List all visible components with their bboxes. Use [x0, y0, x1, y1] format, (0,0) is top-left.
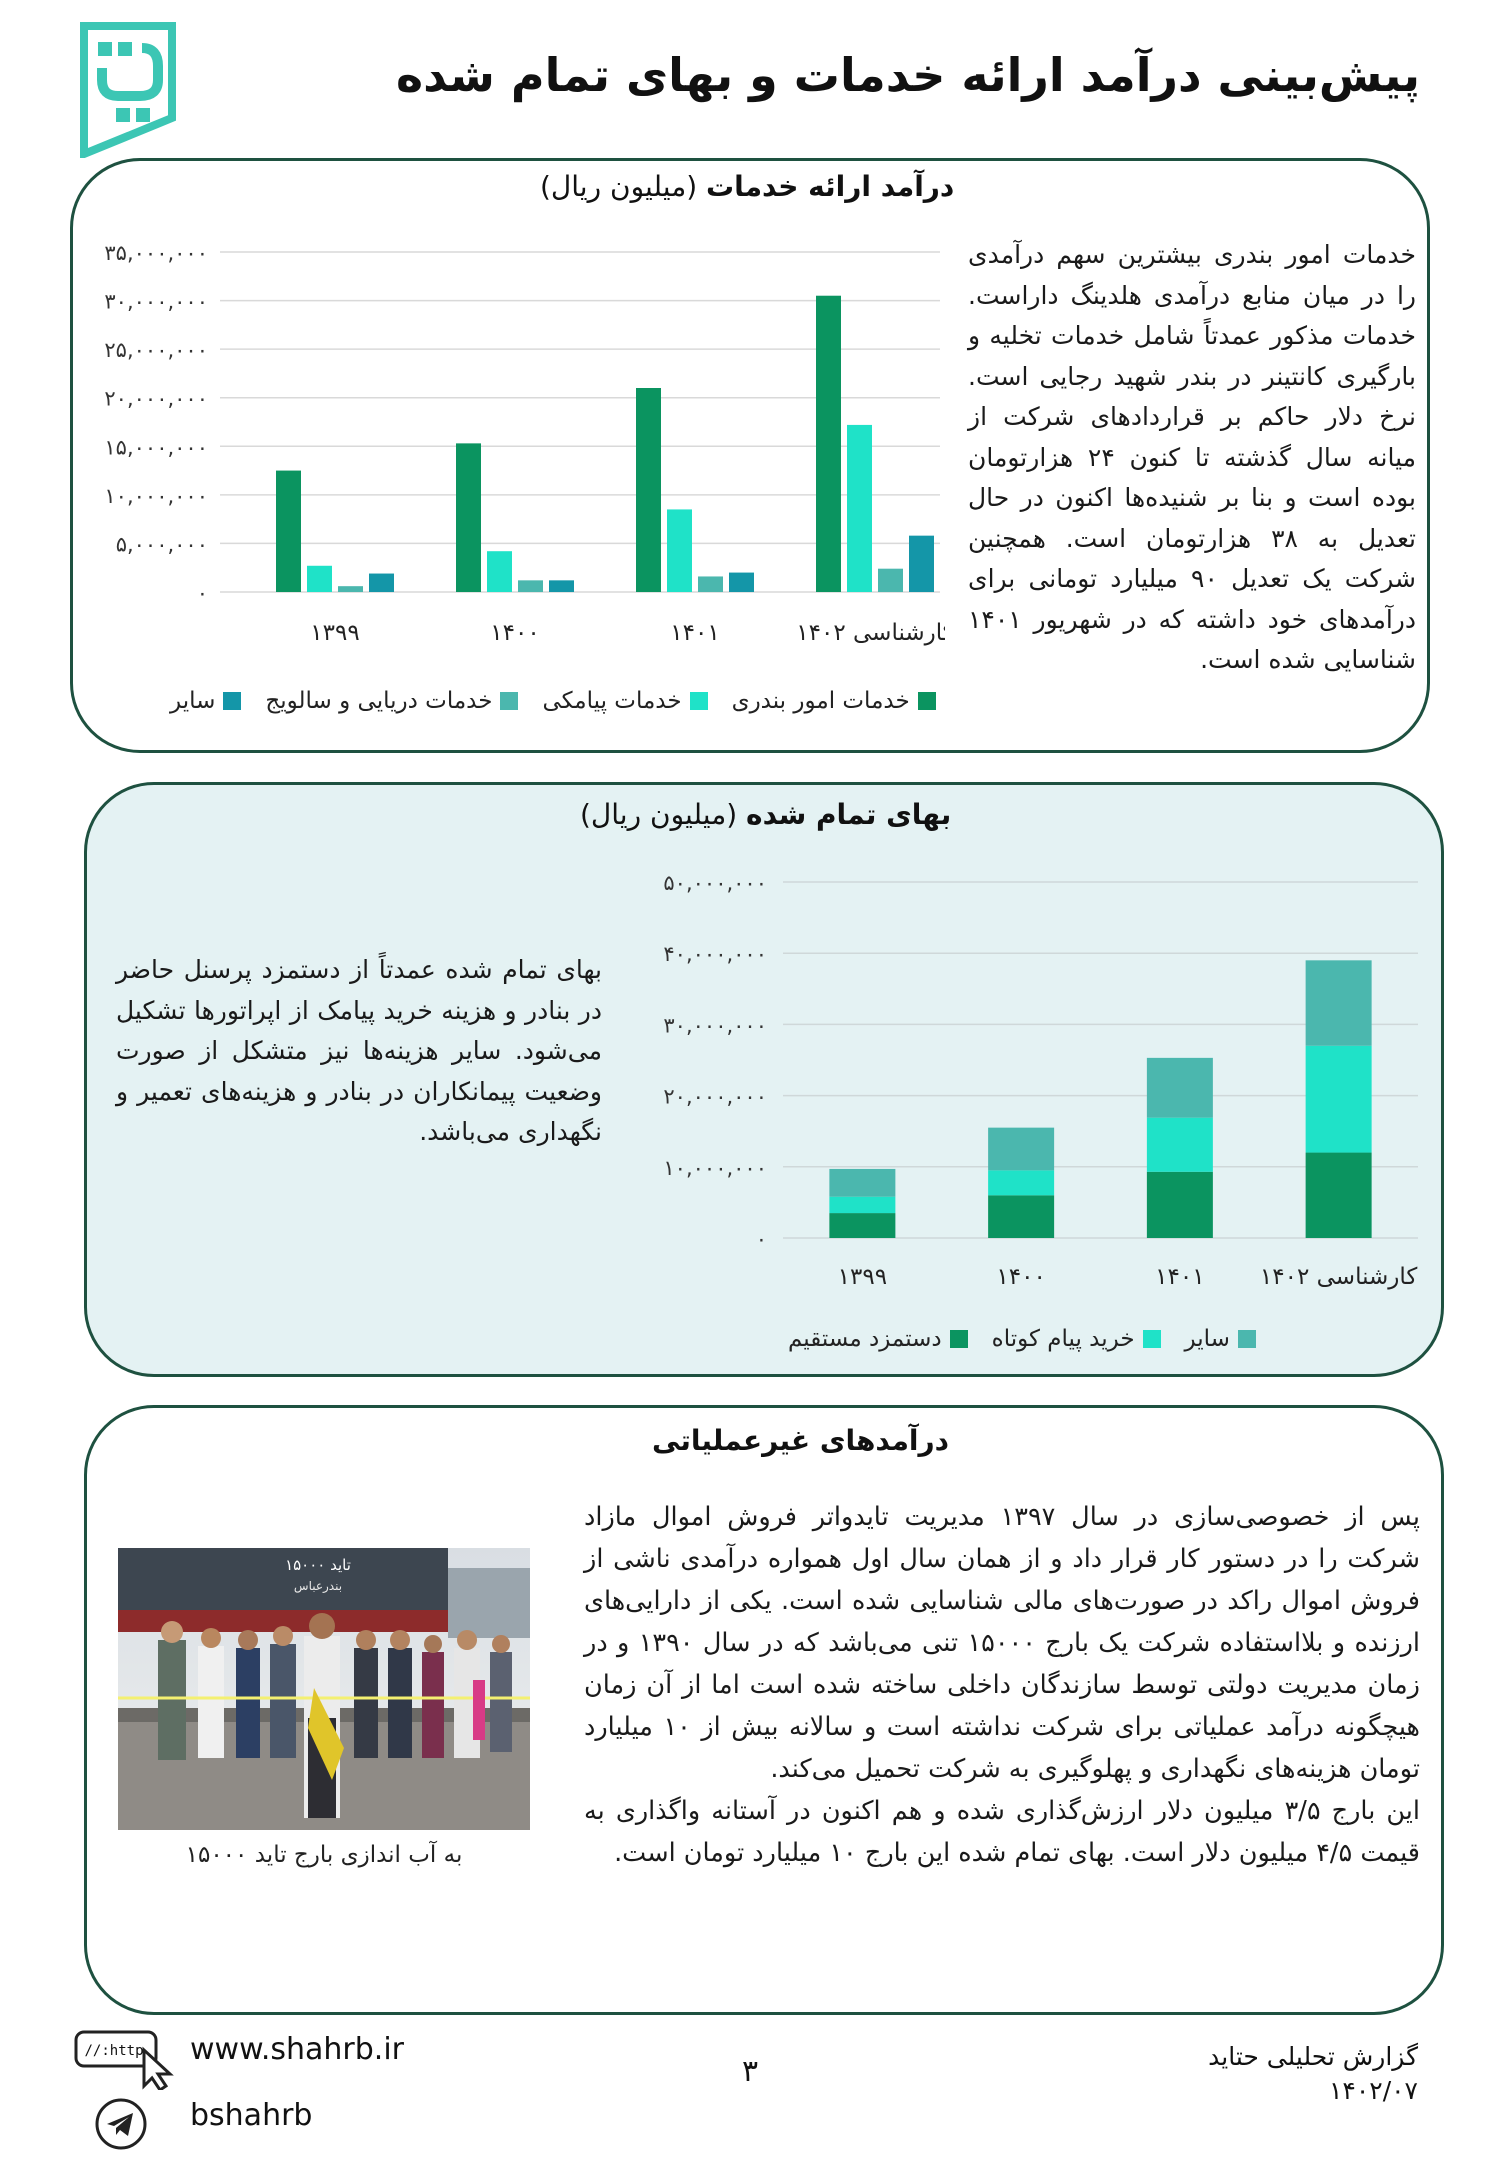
stacked-bar-segment — [1306, 960, 1372, 1045]
revenue-paragraph: خدمات امور بندری بیشترین سهم درآمدی را در میان منابع درآمدی هلدینگ داراست. خدمات مذکور عمدتاً شامل خدمات تخلیه و بارگیری کانتینر در بندر شهید رجایی است. نرخ دلار حاکم بر قراردادهای شرکت از میانه سال گذشته تا کنون ۲۴ هزارتومان بوده است و بنا بر شنیده‌ها اکنون در حال تعدیل به ۳۸ هزارتومان است. همچنین شرکت یک تعدیل ۹۰ میلیارد تومانی برای درآمدهای خود داشته که در شهریور ۱۴۰۱ شناسایی شده است. — [968, 240, 1417, 674]
stacked-bar-segment — [1147, 1058, 1213, 1118]
bar — [369, 574, 394, 592]
stacked-bar-segment — [829, 1197, 895, 1213]
footer-report-info — [1208, 2040, 1418, 2108]
legend-item-other: سایر — [1185, 1326, 1256, 1352]
x-tick-label: ۱۳۹۹ — [310, 620, 360, 646]
bar — [878, 569, 903, 592]
stacked-bar-segment — [988, 1128, 1054, 1171]
y-tick-label: ۳۵,۰۰۰,۰۰۰ — [104, 241, 208, 265]
y-tick-label: ۲۰,۰۰۰,۰۰۰ — [663, 1084, 767, 1109]
x-tick-label: ۱۳۹۹ — [837, 1264, 888, 1290]
stacked-bar-segment — [829, 1169, 895, 1197]
nonop-paragraph-1: پس از خصوصی‌سازی در سال ۱۳۹۷ مدیریت تایدواتر فروش اموال مازاد شرکت را در دستور کار قرار داد و از همان سال اول همواره درآمدی ناشی از فروش اموال راکد در صورت‌های مالی شناسایی شده است. یکی از دارایی‌های ارزنده و بلااستفاده شرکت یک بارج ۱۵۰۰۰ تنی می‌باشد که در سال ۱۳۹۰ و در زمان مدیریت دولتی توسط سازندگان داخلی ساخته شده است اما از آن زمان هیچگونه درآمد عملیاتی برای شرکت نداشته است و سالانه بیش از ۱۰ میلیارد تومان هزینه‌های نگهداری و پهلوگیری به شرکت تحمیل می‌کند. — [584, 1502, 1420, 1784]
revenue-chart-svg — [95, 232, 945, 672]
bar — [487, 551, 512, 592]
x-tick-label: ۱۴۰۰ — [490, 620, 540, 646]
x-tick-label: کارشناسی ۱۴۰۲ — [796, 620, 945, 646]
y-tick-label: ۲۰,۰۰۰,۰۰۰ — [104, 386, 208, 411]
legend-item-port: خدمات امور بندری — [732, 688, 936, 714]
y-tick-label: ۳۰,۰۰۰,۰۰۰ — [663, 1013, 767, 1038]
y-tick-label: ۲۵,۰۰۰,۰۰۰ — [104, 338, 208, 363]
cost-chart-svg — [618, 862, 1418, 1302]
page-number: ۳ — [741, 2054, 759, 2089]
bar — [518, 580, 543, 592]
y-tick-label: ۳۰,۰۰۰,۰۰۰ — [104, 289, 208, 314]
legend-swatch — [223, 692, 241, 710]
legend-swatch — [918, 692, 936, 710]
bar — [816, 296, 841, 592]
y-tick-label: ۵۰,۰۰۰,۰۰۰ — [663, 871, 767, 895]
y-tick-label: ۱۵,۰۰۰,۰۰۰ — [104, 435, 208, 460]
y-tick-label: ۴۰,۰۰۰,۰۰۰ — [663, 942, 767, 967]
revenue-chart-title — [540, 170, 954, 203]
legend-item-direct-wage: دستمزد مستقیم — [788, 1326, 968, 1352]
website-link[interactable]: www.shahrb.ir — [190, 2032, 405, 2067]
cost-title-bold: بهای تمام شده — [746, 798, 952, 831]
revenue-chart — [95, 232, 945, 672]
stacked-bar-segment — [988, 1195, 1054, 1238]
x-tick-label: ۱۴۰۱ — [1155, 1264, 1205, 1290]
bar — [307, 566, 332, 592]
cost-legend — [764, 1326, 1256, 1352]
barge-launch-photo — [118, 1548, 530, 1830]
bar — [667, 509, 692, 592]
legend-swatch — [1238, 1330, 1256, 1348]
bar — [276, 471, 301, 592]
stacked-bar-segment — [829, 1213, 895, 1238]
telegram-icon — [95, 2098, 147, 2150]
photo-sign-main: تاید ۱۵۰۰۰ — [285, 1556, 351, 1574]
bar — [338, 586, 363, 592]
photo-sign-sub: بندرعباس — [293, 1579, 343, 1593]
http-link-icon — [74, 2030, 176, 2090]
stacked-bar-segment — [1147, 1118, 1213, 1172]
x-tick-label: کارشناسی ۱۴۰۲ — [1259, 1264, 1418, 1290]
x-tick-label: ۱۴۰۰ — [996, 1264, 1046, 1290]
bar — [549, 580, 574, 592]
cost-paragraph: بهای تمام شده عمدتاً از دستمزد پرسنل حاضر در بنادر و هزینه خرید پیامک از اپراتورها تشکیل می‌شود. سایر هزینه‌ها نیز متشکل از صورت وضعیت پیمانکاران در بنادر و هزینه‌های تعمیر و نگهداری می‌باشد. — [116, 955, 602, 1146]
y-tick-label: ۰ — [755, 1227, 767, 1251]
legend-item-sms: خدمات پیامکی — [542, 688, 707, 714]
cost-chart — [618, 862, 1418, 1302]
stacked-bar-segment — [1147, 1172, 1213, 1238]
y-tick-label: ۰ — [196, 581, 208, 605]
legend-swatch — [1143, 1330, 1161, 1348]
legend-swatch — [500, 692, 518, 710]
footer-report-name: گزارش تحلیلی حتاید — [1208, 2042, 1418, 2071]
bar — [847, 425, 872, 592]
nonop-title: درآمدهای غیرعملیاتی — [652, 1424, 950, 1457]
company-logo — [80, 22, 176, 158]
x-tick-label: ۱۴۰۱ — [670, 620, 720, 646]
legend-swatch — [950, 1330, 968, 1348]
bar — [456, 443, 481, 592]
footer-report-date: ۱۴۰۲/۰۷ — [1329, 2076, 1418, 2105]
bar — [729, 573, 754, 592]
telegram-link[interactable]: bshahrb — [190, 2098, 313, 2133]
legend-swatch — [690, 692, 708, 710]
cost-title-unit: (میلیون ریال) — [580, 798, 738, 831]
nonop-paragraph-2: این بارج ۳/۵ میلیون دلار ارزش‌گذاری شده و هم اکنون در آستانه واگذاری به قیمت ۴/۵ میلیون دلار است. بهای تمام شده این بارج ۱۰ میلیارد تومان است. — [584, 1796, 1420, 1868]
photo-caption: به آب اندازی بارج تاید ۱۵۰۰۰ — [185, 1842, 463, 1868]
y-tick-label: ۵,۰۰۰,۰۰۰ — [115, 532, 208, 557]
revenue-title-bold: درآمد ارائه خدمات — [706, 170, 955, 203]
nonop-paragraphs — [584, 1496, 1420, 1874]
legend-item-other: سایر — [170, 688, 241, 714]
http-label: http:// — [84, 2043, 144, 2059]
bar — [636, 388, 661, 592]
stacked-bar-segment — [1306, 1153, 1372, 1238]
legend-item-sms-purchase: خرید پیام کوتاه — [992, 1326, 1161, 1352]
bar — [698, 576, 723, 592]
bar — [909, 536, 934, 592]
revenue-title-unit: (میلیون ریال) — [540, 170, 698, 203]
legend-item-marine: خدمات دریایی و سالویج — [265, 688, 518, 714]
cost-chart-title — [580, 798, 951, 831]
revenue-legend — [146, 688, 936, 714]
page-title: پیش‌بینی درآمد ارائه خدمات و بهای تمام شده — [395, 48, 1420, 102]
y-tick-label: ۱۰,۰۰۰,۰۰۰ — [663, 1155, 767, 1180]
y-tick-label: ۱۰,۰۰۰,۰۰۰ — [104, 483, 208, 508]
stacked-bar-segment — [988, 1170, 1054, 1195]
stacked-bar-segment — [1306, 1046, 1372, 1153]
